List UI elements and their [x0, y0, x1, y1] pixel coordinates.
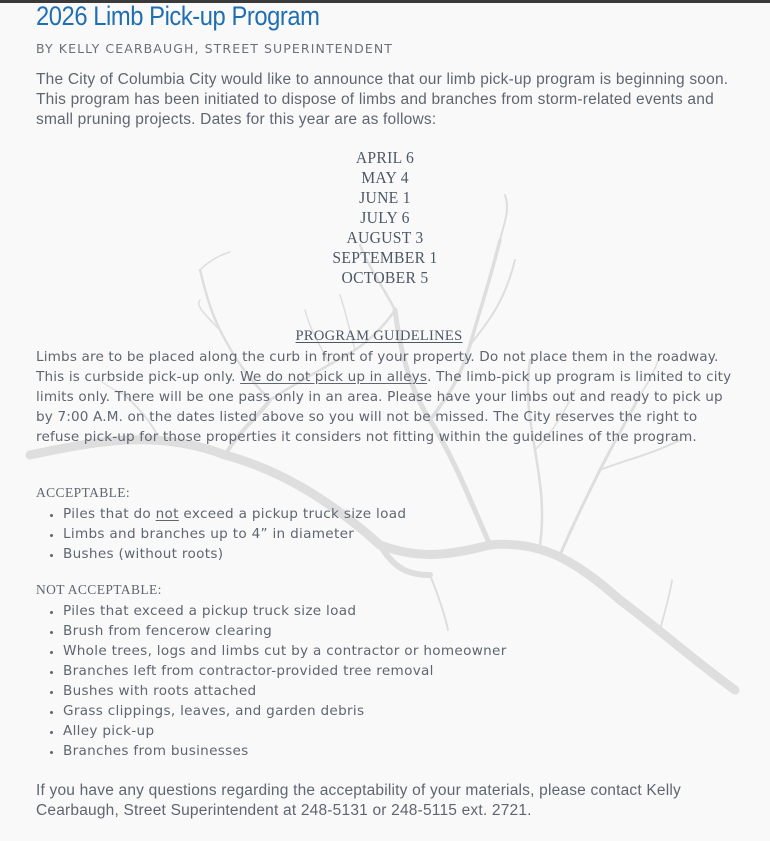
list-item-text: Limbs and branches up to 4” in diameter — [63, 526, 355, 542]
not-acceptable-heading: NOT ACCEPTABLE: — [36, 582, 162, 597]
guidelines-text-part: Limbs are to be placed along the curb in front of your property. Do not place them in the roadway. This is curbside pick-up only. — [36, 349, 719, 385]
guidelines-paragraph — [36, 347, 736, 447]
not-acceptable-list — [36, 601, 507, 761]
list-item: • Brush from fencerow clearing — [63, 621, 507, 641]
pickup-date: APRIL 6 — [355, 148, 415, 167]
contact-paragraph: If you have any questions regarding the acceptability of your materials, please contact Kelly Cearbaugh, Street Superintendent at 248-5131 or 248-5115 ext. 2721. — [36, 782, 681, 819]
list-item — [63, 524, 406, 544]
list-item: • Branches left from contractor-provided tree removal — [63, 661, 507, 681]
list-item-emphasis: not — [155, 506, 179, 522]
program-guidelines-heading-text: PROGRAM GUIDELINES — [295, 328, 463, 344]
list-item-text: Piles that do — [63, 506, 156, 522]
list-item — [63, 504, 406, 524]
pickup-date: AUGUST 3 — [346, 228, 424, 247]
guidelines-text-part: . The limb-pick up program is limited to city limits only. There will be one pass only in an area. Please have your limbs out and ready to pick up by 7:00 A.M. on the dates listed above so you will not be missed. The City reserves the right to refuse pick-up for those properties it considers not fitting within the guidelines of the program. — [36, 369, 732, 445]
list-item: • Grass clippings, leaves, and garden debris — [63, 701, 507, 721]
pickup-date: MAY 4 — [361, 168, 409, 187]
acceptable-heading: ACCEPTABLE: — [36, 485, 131, 500]
list-item — [63, 544, 406, 564]
pickup-date: JUNE 1 — [359, 188, 411, 207]
list-item: • Alley pick-up — [63, 721, 507, 741]
intro-paragraph: The City of Columbia City would like to announce that our limb pick-up program is beginning soon. This program has been initiated to dispose of limbs and branches from storm-related events and small pruning projects. Dates for this year are as follows: — [36, 71, 729, 128]
pickup-date: OCTOBER 5 — [341, 268, 429, 287]
program-guidelines-heading — [0, 328, 758, 345]
list-item-text: Bushes (without roots) — [63, 546, 224, 562]
byline: BY KELLY CEARBAUGH, STREET SUPERINTENDENT — [36, 41, 394, 56]
list-item: • Branches from businesses — [63, 741, 507, 761]
pickup-date: JULY 6 — [360, 208, 410, 227]
list-item-text: exceed a pickup truck size load — [178, 506, 407, 522]
no-alleys-emphasis: We do not pick up in alleys — [240, 369, 428, 385]
pickup-date: SEPTEMBER 1 — [332, 248, 438, 267]
pickup-dates-list — [0, 148, 770, 288]
list-item: • Whole trees, logs and limbs cut by a contractor or homeowner — [63, 641, 507, 661]
list-item: • Piles that exceed a pickup truck size load — [63, 601, 507, 621]
list-item: • Bushes with roots attached — [63, 681, 507, 701]
acceptable-list — [36, 504, 406, 564]
page-title: 2026 Limb Pick-up Program — [36, 1, 320, 31]
